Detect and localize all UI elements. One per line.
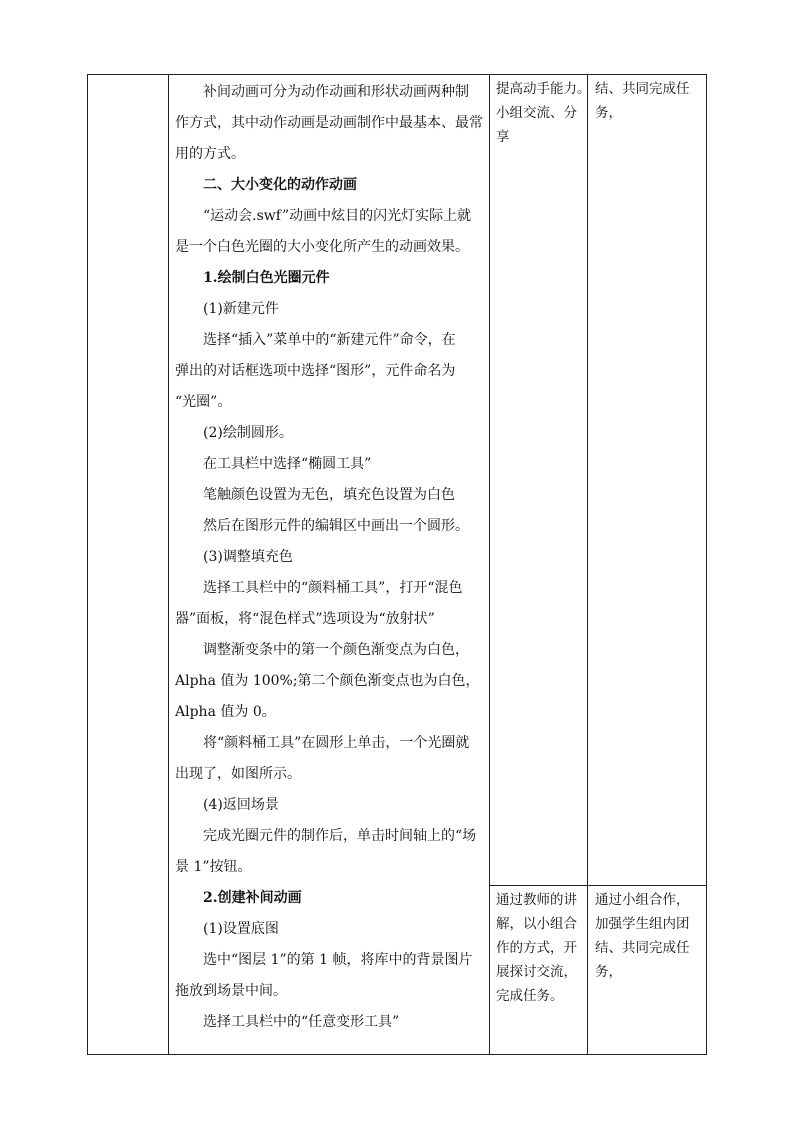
cell-text-line: 通过教师的讲: [496, 892, 577, 908]
cell-text-line: 提高动手能力。: [496, 81, 591, 97]
body-text-line: 笔触颜色设置为无色，填充色设置为白色: [203, 487, 455, 503]
body-text-line: Alpha 值为 0。: [175, 704, 276, 720]
body-text-line: 景 1”按钮。: [175, 859, 252, 875]
body-text-line: (3)调整填充色: [203, 549, 293, 565]
cell-text-line: 通过小组合作，: [595, 892, 690, 908]
body-text-line: 在工具栏中选择“椭圆工具”: [203, 456, 372, 472]
body-text-line: 补间动画可分为动作动画和形状动画两种制: [203, 84, 469, 100]
body-text-line: 调整渐变条中的第一个颜色渐变点为白色，: [203, 642, 469, 658]
cell-text-line: 解，以小组合: [496, 916, 577, 932]
teacher-activity-top: [496, 77, 591, 149]
cell-text-line: 作的方式，开: [496, 940, 577, 956]
lesson-table: [87, 74, 707, 1055]
cell-text-line: 完成任务。: [496, 988, 564, 1004]
column-divider: [168, 75, 169, 1054]
body-text-line: “运动会.swf”动画中炫目的闪光灯实际上就: [203, 208, 472, 224]
body-text-line: Alpha 值为 100%;第二个颜色渐变点也为白色，: [175, 673, 480, 689]
section-heading: 1.绘制白色光圈元件: [203, 270, 330, 286]
body-text-line: 拖放到场景中间。: [175, 983, 287, 999]
body-text-line: (4)返回场景: [203, 797, 279, 813]
column-divider: [587, 75, 588, 1054]
body-text-line: 出现了，如图所示。: [175, 766, 301, 782]
body-text-line: 选择工具栏中的“任意变形工具”: [203, 1014, 400, 1030]
body-text-line: 用的方式。: [175, 146, 245, 162]
teacher-activity-bottom: [496, 888, 577, 1008]
cell-text-line: 结、共同完成任: [595, 81, 690, 97]
body-text-line: 弹出的对话框选项中选择“图形”，元件命名为: [175, 363, 456, 379]
row-divider: [489, 885, 706, 886]
main-content-cell: [175, 77, 493, 1038]
body-text-line: 作方式，其中动作动画是动画制作中最基本、最常: [175, 115, 483, 131]
body-text-line: 完成光圈元件的制作后，单击时间轴上的“场: [203, 828, 477, 844]
body-text-line: 然后在图形元件的编辑区中画出一个圆形。: [203, 518, 469, 534]
section-heading: 二、大小变化的动作动画: [203, 177, 357, 193]
cell-text-line: 小组交流、分: [496, 105, 577, 121]
body-text-line: 器”面板，将“混色样式”选项设为“放射状”: [175, 611, 435, 627]
body-text-line: 选择工具栏中的“颜料桶工具”，打开“混色: [203, 580, 463, 596]
section-heading: 2.创建补间动画: [203, 890, 302, 906]
student-activity-top: [595, 77, 690, 125]
body-text-line: 选中“图层 1”的第 1 帧，将库中的背景图片: [203, 952, 473, 968]
cell-text-line: 加强学生组内团: [595, 916, 690, 932]
cell-text-line: 结、共同完成任: [595, 940, 690, 956]
cell-text-line: 享: [496, 129, 510, 145]
body-text-line: “光圈”。: [175, 394, 232, 410]
cell-text-line: 展探讨交流，: [496, 964, 577, 980]
body-text-line: (2)绘制圆形。: [203, 425, 293, 441]
body-text-line: 选择“插入”菜单中的“新建元件”命令，在: [203, 332, 456, 348]
body-text-line: 将“颜料桶工具”在圆形上单击，一个光圈就: [203, 735, 470, 751]
body-text-line: 是一个白色光圈的大小变化所产生的动画效果。: [175, 239, 469, 255]
cell-text-line: 务，: [595, 105, 622, 121]
cell-text-line: 务，: [595, 964, 622, 980]
student-activity-bottom: [595, 888, 690, 984]
body-text-line: (1)新建元件: [203, 301, 279, 317]
body-text-line: (1)设置底图: [203, 921, 279, 937]
